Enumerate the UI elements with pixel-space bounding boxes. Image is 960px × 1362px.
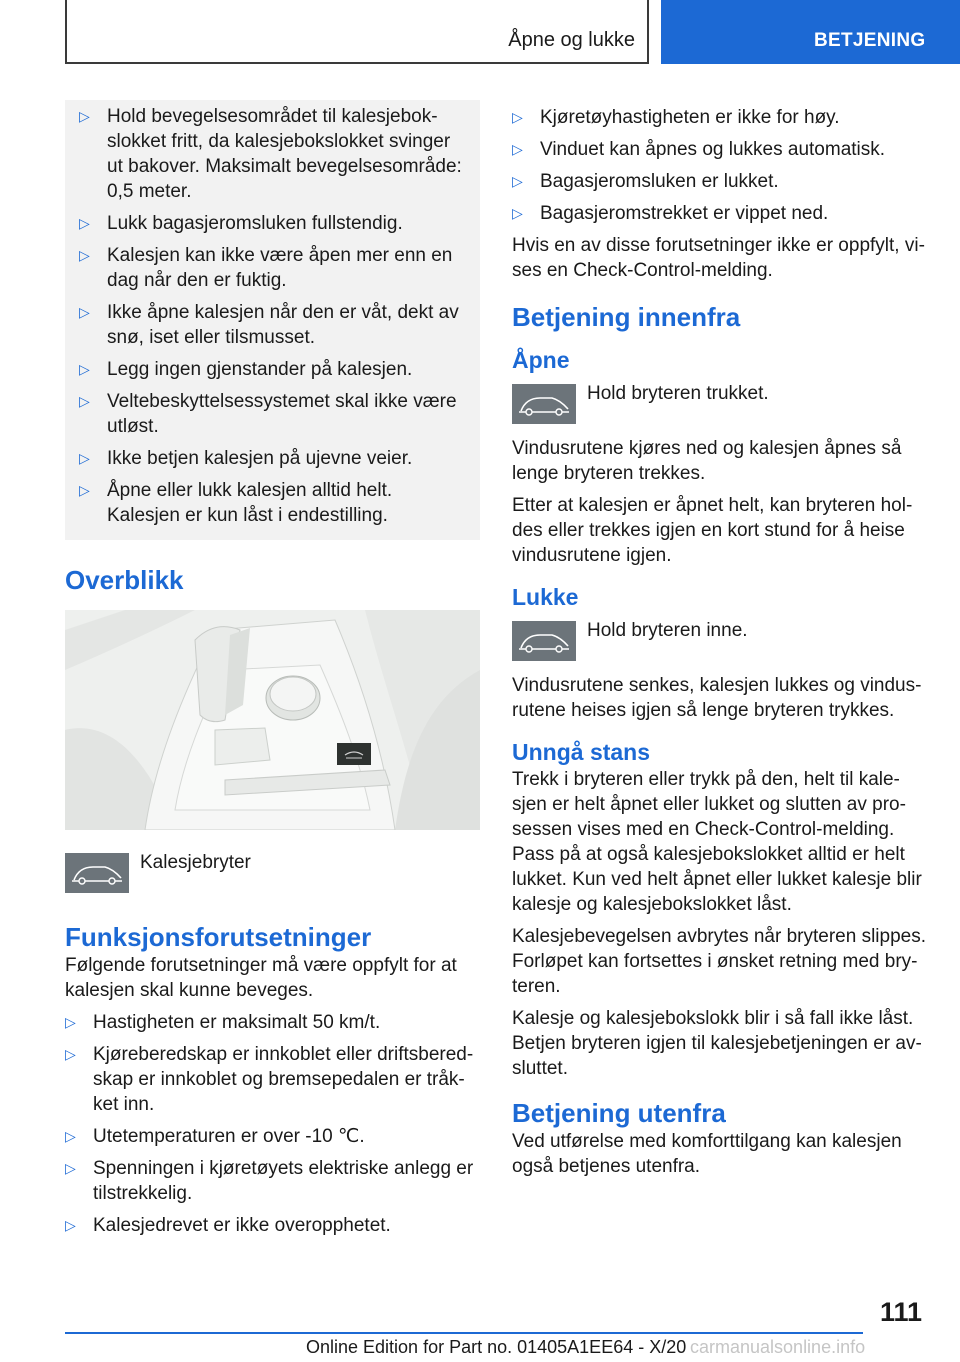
caution-list: [79, 104, 466, 528]
close-heading: Lukke: [512, 584, 579, 610]
convertible-top-icon: [65, 853, 129, 893]
list-item: ▷ Kjøretøyhastigheten er ikke for høy.: [512, 105, 928, 130]
close-paragraph-1: Vindusrutene senkes, kalesjen lukkes og vindus-rutene heises igjen så lenge bryteren trykkes.: [512, 675, 922, 721]
check-control-note: Hvis en av disse forutsetninger ikke er oppfylt, vi-ses en Check-Control-melding.: [512, 235, 925, 281]
open-paragraph-2: Etter at kalesjen er åpnet helt, kan bryteren hol-des eller trekkes igjen en kort stund for å heise vindusrutene igjen.: [512, 495, 913, 566]
open-instruction-row: [512, 381, 928, 424]
header-section-label: BETJENING: [814, 30, 926, 51]
avoid-paragraph-1: Trekk i bryteren eller trykk på den, helt til kale-sjen er helt åpnet eller lukket og slutten av pro-sessen vises med en Check-Control-melding. Pass på at også kalesjebokslokket alltid er helt lukket. Kun ved helt åpnet eller lukket kalesje blir kalesje og kalesjebokslokket låst.: [512, 769, 922, 915]
list-item: ▷ Lukk bagasjeromsluken fullstendig.: [79, 211, 466, 236]
close-instruction-row: [512, 618, 928, 661]
list-item: ▷ Utetemperaturen er over -10 ℃.: [65, 1124, 480, 1149]
footer-edition: Online Edition for Part no. 01405A1EE64 - X/20: [306, 1337, 687, 1357]
switch-caption: Kalesjebryter: [140, 852, 251, 873]
convertible-top-icon: [512, 384, 576, 424]
list-item: ▷ Åpne eller lukk kalesjen alltid helt. Kalesjen er kun låst i endestilling.: [79, 478, 466, 528]
caution-box: [65, 100, 480, 540]
list-item: ▷ Veltebeskyttelsessystemet skal ikke være utløst.: [79, 389, 466, 439]
list-item: ▷ Kalesjen kan ikke være åpen mer enn en dag når den er fuktig.: [79, 243, 466, 293]
overview-heading: Overblikk: [65, 565, 184, 595]
list-item: ▷ Kjøreberedskap er innkoblet eller driftsbered-skap er innkoblet og bremsepedalen er tråk-ket inn.: [65, 1042, 480, 1117]
switch-legend: [65, 850, 480, 893]
outside-heading: Betjening utenfra: [512, 1098, 726, 1128]
list-item: ▷ Ikke betjen kalesjen på ujevne veier.: [79, 446, 466, 471]
open-instruction: Hold bryteren trukket.: [587, 383, 769, 404]
open-heading: Åpne: [512, 347, 570, 373]
header-title-box: [65, 0, 649, 64]
header-title: Åpne og lukke: [508, 29, 635, 51]
open-paragraph-1: Vindusrutene kjøres ned og kalesjen åpnes så lenge bryteren trekkes.: [512, 438, 902, 484]
list-item: ▷ Vinduet kan åpnes og lukkes automatisk.: [512, 137, 928, 162]
list-item: ▷ Hold bevegelsesområdet til kalesjebok-slokket fritt, da kalesjebokslokket svinger ut bakover. Maksimalt bevegelsesområde: 0,5 meter.: [79, 104, 466, 204]
list-item: ▷ Hastigheten er maksimalt 50 km/t.: [65, 1010, 480, 1035]
right-column: [512, 100, 928, 1186]
requirements-list: [65, 1010, 480, 1238]
list-item: ▷ Ikke åpne kalesjen når den er våt, dekt av snø, iset eller tilsmusset.: [79, 300, 466, 350]
list-item: ▷ Bagasjeromsluken er lukket.: [512, 169, 928, 194]
inside-heading: Betjening innenfra: [512, 302, 741, 332]
page-number: 111: [880, 1297, 923, 1327]
list-item: ▷ Spenningen i kjøretøyets elektriske anlegg er tilstrekkelig.: [65, 1156, 480, 1206]
console-illustration: [65, 610, 480, 830]
requirements-intro: Følgende forutsetninger må være oppfylt for at kalesjen skal kunne beveges.: [65, 955, 457, 1001]
avoid-paragraph-2: Kalesjebevegelsen avbrytes når bryteren slippes. Forløpet kan fortsettes i ønsket retning med bry-teren.: [512, 926, 927, 997]
list-item: ▷ Bagasjeromstrekket er vippet ned.: [512, 201, 928, 226]
left-column: [65, 100, 480, 1245]
list-item: ▷ Legg ingen gjenstander på kalesjen.: [79, 357, 466, 382]
close-instruction: Hold bryteren inne.: [587, 620, 748, 641]
requirements-list-cont: [512, 105, 928, 226]
requirements-heading: Funksjonsforutsetninger: [65, 922, 372, 952]
outside-paragraph-1: Ved utførelse med komforttilgang kan kalesjen også betjenes utenfra.: [512, 1131, 902, 1177]
avoid-paragraph-3: Kalesje og kalesjebokslokk blir i så fall ikke låst. Betjen bryteren igjen til kalesjebetjeningen er av-sluttet.: [512, 1008, 922, 1079]
convertible-top-icon: [512, 621, 576, 661]
footer-watermark[interactable]: carmanualsonline.info: [690, 1337, 866, 1357]
avoid-stop-heading: Unngå stans: [512, 739, 651, 765]
list-item: ▷ Kalesjedrevet er ikke overopphetet.: [65, 1213, 480, 1238]
footer-rule: [65, 1332, 863, 1334]
